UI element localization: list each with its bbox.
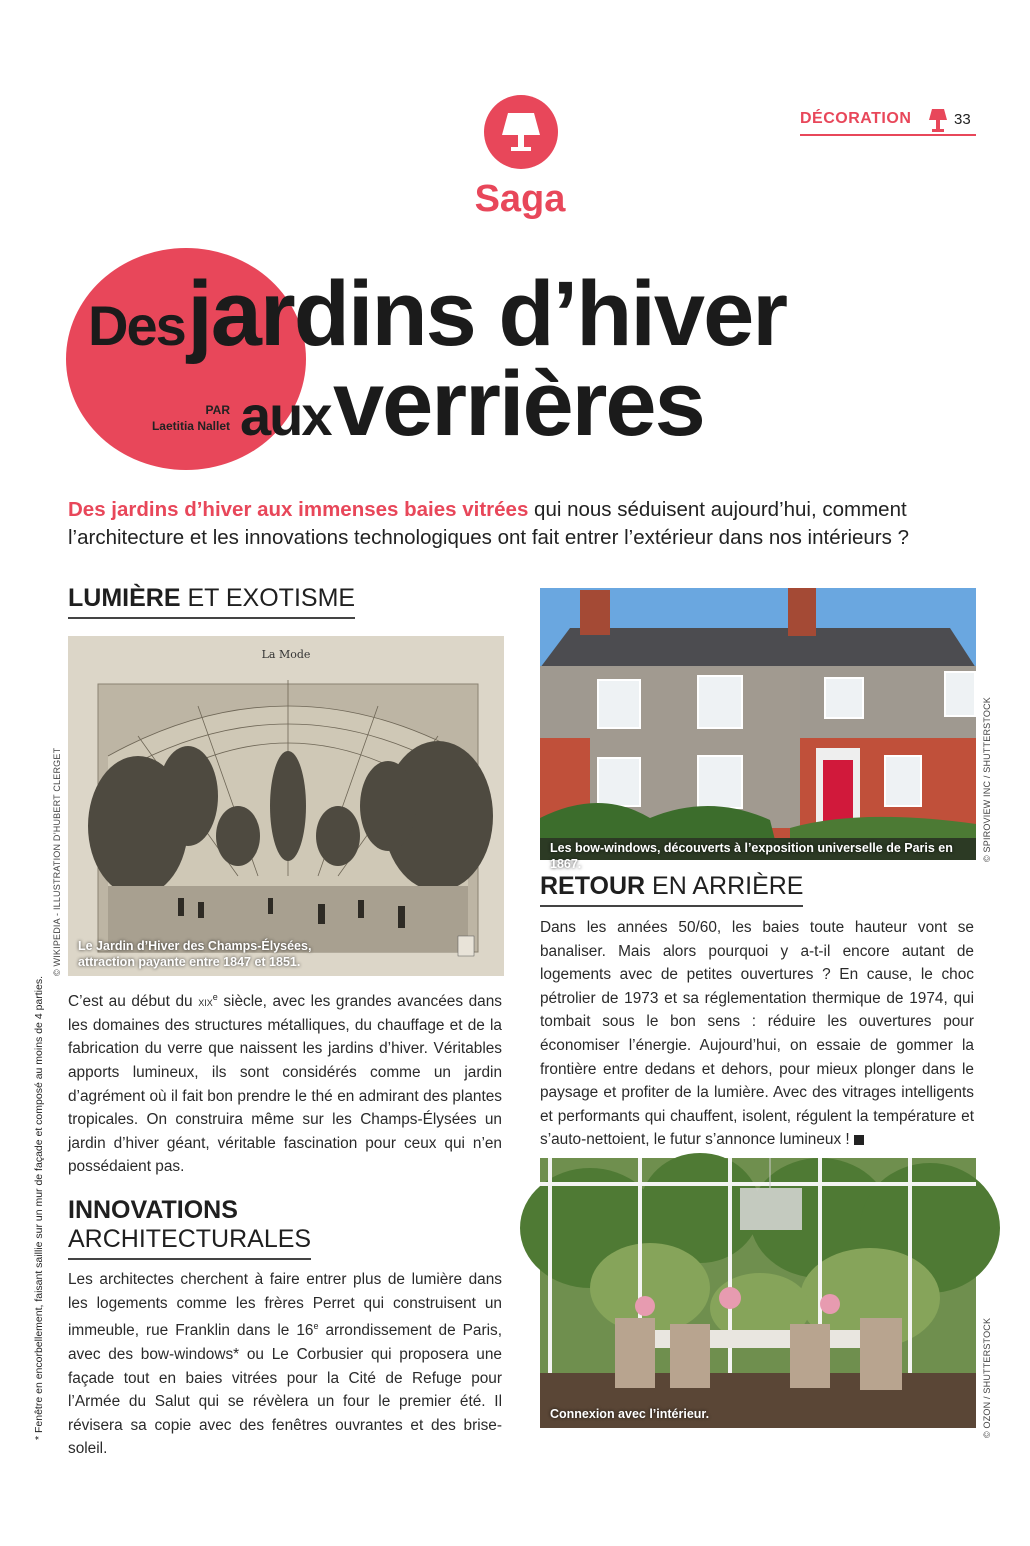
engraving-credit: © WIKIPEDIA - ILLUSTRATION D’HUBERT CLERGET — [52, 747, 62, 976]
title-jardins: jardins d’hiver — [187, 263, 787, 365]
title-verrieres: verrières — [332, 353, 704, 455]
p1-end: siècle, avec les grandes avancées dans les domaines des structures métalliques, du chauffage et de la fabrication du verre que naissent les jardins d’hiver. Véritables apports lumineux, ils sont considérés comme un jardin d’agrément où il fait bon prendre le thé en admirant des plantes tropicales. On construira même sur les Champs-Élysées un jardin d’hiver géant, véritable fascination pour ceux qui n’en possédaient pas. — [68, 993, 502, 1176]
engraving-image — [68, 636, 504, 976]
paragraph-2 — [68, 1268, 502, 1461]
lamp-logo-icon — [484, 95, 558, 169]
heading-light: ET EXOTISME — [180, 584, 356, 612]
footnote: * Fenêtre en encorbellement, faisant saillie sur un mur de façade et composé au moins de 4 parties. — [33, 975, 45, 1440]
lede-highlight: Des jardins d’hiver aux immenses baies vitrées — [68, 498, 529, 521]
dining-credit: © OZON / SHUTTERSTOCK — [982, 1317, 992, 1438]
lamp-icon — [928, 108, 948, 139]
engraving-caption — [78, 938, 311, 970]
engraving-caption-line-2: attraction payante entre 1847 et 1851. — [78, 955, 301, 969]
page-number: 33 — [954, 111, 971, 128]
section-heading-retour — [540, 872, 803, 907]
saga-label: Saga — [474, 178, 566, 220]
dining-image — [540, 1158, 976, 1428]
p3-text: Dans les années 50/60, les baies toute hauteur vont se banaliser. Mais alors pourquoi y a-t-il encore autant de logements avec de petites ouvertures ? En cause, le choc pétrolier de 1973 et sa réglementation thermique de 1974, qui tombait sous le bon sens : réduire les ouvertures pour économiser l’énergie. Aujourd’hui, on essaie de gommer la frontière entre dedans et dehors, pour mieux plonger dans le paysage et profiter de la lumière. Avec des vitrages intelligents et performants qui chauffent, isolent, régulent la température et s’auto-nettoient, le futur s’annonce lumineux ! — [540, 919, 974, 1149]
dining-caption: Connexion avec l’intérieur. — [550, 1407, 710, 1421]
engraving-masthead: La Mode — [261, 648, 311, 661]
title-aux: aux — [240, 384, 331, 447]
lede-text: qui nous séduisent aujourd’hui, comment l’architecture et les innovations technologiques ont fait entrer l’extérieur dans nos intérieurs ? — [68, 498, 909, 549]
p1-sup: e — [212, 992, 218, 1002]
engraving-caption-line-1: Le Jardin d’Hiver des Champs-Élysées, — [78, 939, 312, 953]
paragraph-1 — [68, 986, 502, 1179]
end-mark-icon — [854, 1135, 864, 1145]
house-credit: © SPIROVIEW INC / SHUTTERSTOCK — [982, 697, 992, 862]
lede — [68, 496, 978, 552]
byline-author: Laetitia Nallet — [151, 419, 230, 433]
p1-start: C’est au début du — [68, 993, 199, 1011]
p2-sup: e — [313, 1321, 319, 1332]
p1-century: xix — [198, 994, 213, 1010]
heading-bold: INNOVATIONS — [68, 1196, 238, 1224]
house-caption: Les bow-windows, découverts à l’exposition universelle de Paris en 1867. — [550, 841, 953, 871]
paragraph-3 — [540, 916, 974, 1152]
section-heading-innovations — [68, 1196, 311, 1260]
saga-logo — [484, 95, 558, 169]
byline-prefix: PAR — [205, 403, 230, 417]
title-line-2 — [240, 352, 704, 457]
p2-start: Les architectes cherchent à faire entrer plus de lumière dans les logements comme les frères Perret qui construisent un immeuble, rue Franklin dans le 16 — [68, 1271, 502, 1340]
house-image — [540, 588, 976, 871]
heading-light: EN ARRIÈRE — [645, 872, 804, 900]
p2-end: arrondissement de Paris, avec des bow-windows* ou Le Corbusier qui proposera une façade tout en baies vitrées pour la Cité de Refuge pour l’Armée du Salut qui se révèlera un four le premier été. Il révisera sa copie avec des fenêtres ouvrantes et des brise-soleil. — [68, 1322, 502, 1458]
heading-light: ARCHITECTURALES — [68, 1225, 312, 1253]
title-des: Des — [88, 294, 185, 357]
byline — [110, 402, 230, 434]
section-rubric — [800, 110, 976, 136]
rubric-label: DÉCORATION — [800, 110, 912, 127]
heading-bold: RETOUR — [540, 872, 646, 900]
section-heading-lumiere — [68, 584, 355, 619]
heading-bold: LUMIÈRE — [68, 584, 181, 612]
